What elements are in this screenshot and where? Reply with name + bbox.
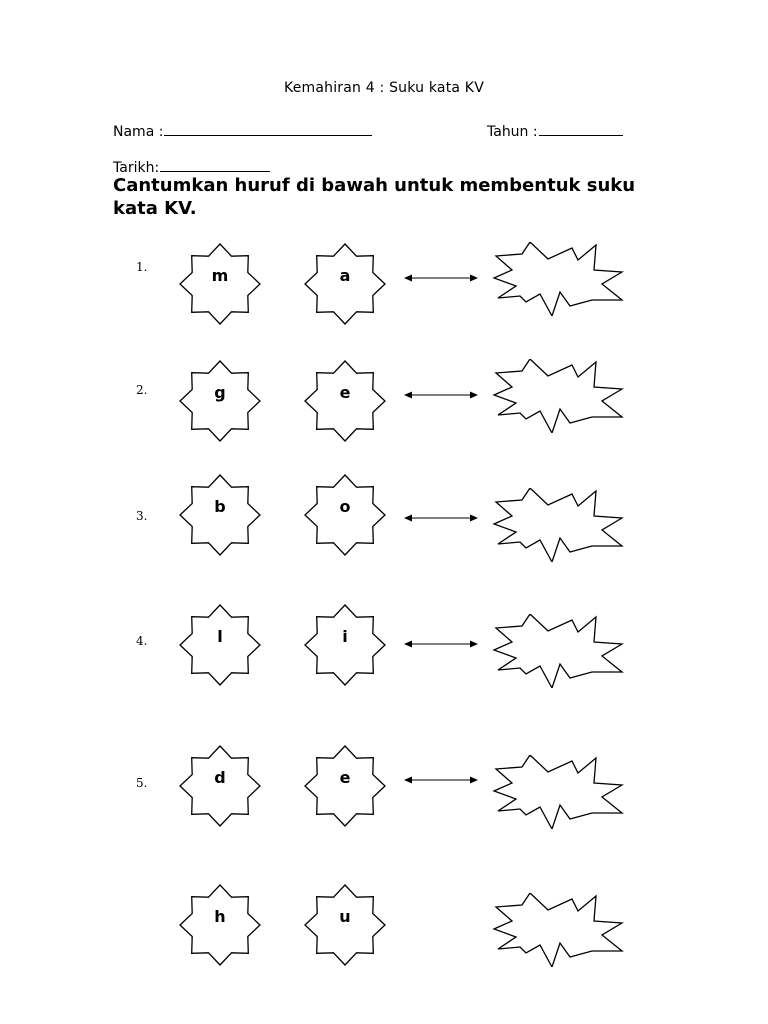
consonant-star-shape	[178, 744, 262, 828]
answer-burst-shape[interactable]	[492, 359, 624, 433]
answer-burst-shape[interactable]	[492, 242, 624, 316]
double-arrow-icon	[404, 638, 478, 650]
exercise-row	[0, 357, 768, 447]
tahun-blank-line[interactable]	[539, 121, 623, 136]
vowel-letter: e	[339, 768, 351, 787]
answer-burst-shape[interactable]	[492, 614, 624, 688]
consonant-star-shape	[178, 603, 262, 687]
consonant-star-shape	[178, 242, 262, 326]
exercise-row	[0, 888, 768, 978]
nama-blank-line[interactable]	[164, 121, 372, 136]
nama-field[interactable]	[113, 121, 372, 140]
consonant-star-shape	[178, 883, 262, 967]
exercise-row	[0, 750, 768, 840]
worksheet-title: Kemahiran 4 : Suku kata KV	[284, 80, 484, 96]
vowel-star-shape	[303, 359, 387, 443]
vowel-star-shape	[303, 744, 387, 828]
nama-label: Nama :	[113, 124, 164, 140]
row-number: 5.	[136, 776, 148, 790]
double-arrow-icon	[404, 272, 478, 284]
consonant-star-shape	[178, 473, 262, 557]
instruction-text: Cantumkan huruf di bawah untuk membentuk suku kata KV.	[113, 175, 636, 219]
vowel-letter: o	[339, 497, 351, 516]
consonant-letter: g	[214, 383, 226, 402]
row-number: 1.	[136, 260, 148, 274]
tahun-label: Tahun :	[487, 124, 538, 140]
consonant-letter: h	[214, 907, 226, 926]
exercise-row	[0, 240, 768, 330]
consonant-letter: l	[217, 627, 223, 646]
double-arrow-icon	[404, 389, 478, 401]
vowel-star-shape	[303, 242, 387, 326]
tarikh-blank-line[interactable]	[160, 157, 270, 172]
vowel-letter: e	[339, 383, 351, 402]
exercise-row	[0, 483, 768, 573]
answer-burst-shape[interactable]	[492, 488, 624, 562]
vowel-letter: u	[339, 907, 351, 926]
row-number: 3.	[136, 509, 148, 523]
exercise-row	[0, 608, 768, 698]
vowel-letter: i	[342, 627, 348, 646]
answer-burst-shape[interactable]	[492, 893, 624, 967]
consonant-letter: d	[214, 768, 226, 787]
vowel-star-shape	[303, 603, 387, 687]
double-arrow-icon	[404, 512, 478, 524]
row-number: 4.	[136, 634, 148, 648]
vowel-star-shape	[303, 473, 387, 557]
vowel-letter: a	[339, 266, 351, 285]
double-arrow-icon	[404, 774, 478, 786]
consonant-letter: m	[211, 266, 229, 285]
answer-burst-shape[interactable]	[492, 755, 624, 829]
tahun-field[interactable]	[487, 121, 623, 140]
consonant-star-shape	[178, 359, 262, 443]
tarikh-label: Tarikh:	[113, 160, 160, 176]
consonant-letter: b	[214, 497, 226, 516]
vowel-star-shape	[303, 883, 387, 967]
row-number: 2.	[136, 383, 148, 397]
